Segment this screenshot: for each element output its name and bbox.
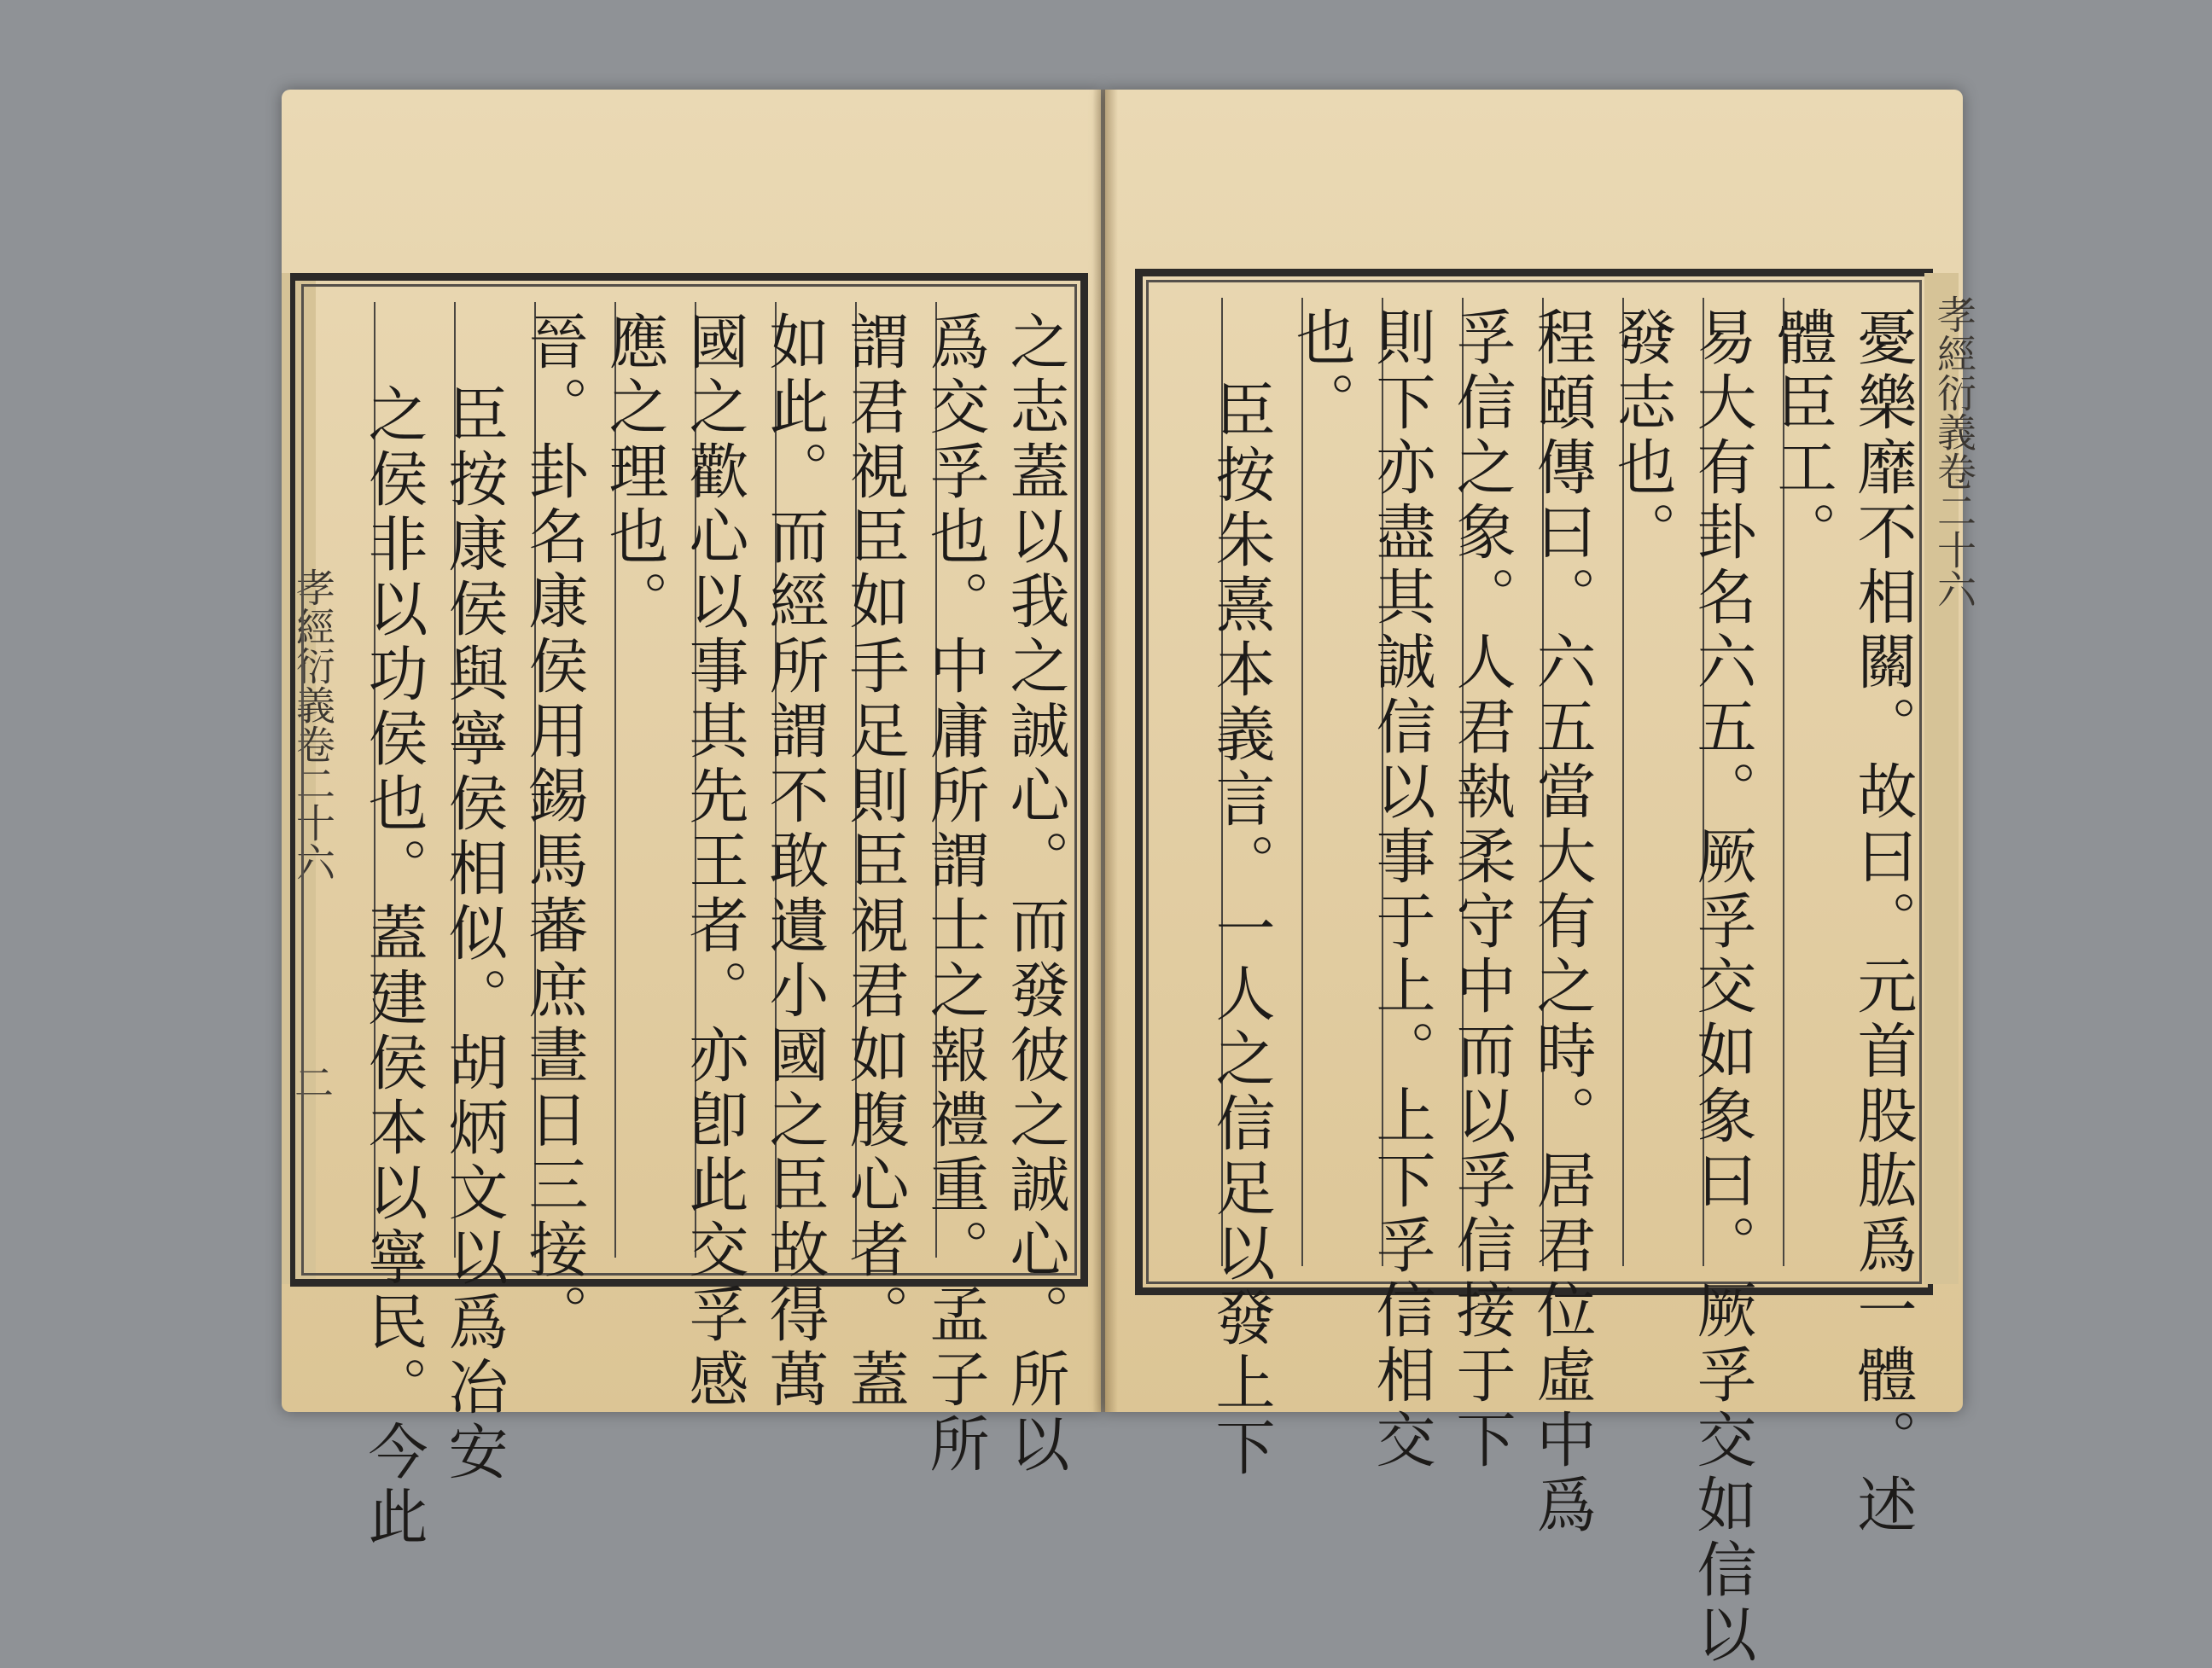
right-column-2: 體臣工。 <box>1767 306 1837 566</box>
left-text-columns <box>295 281 1080 1550</box>
right-fold-edge-title: 孝經衍義卷二十六 <box>1931 294 1977 608</box>
left-column-4: 如此。而經所謂不敢遺小國之臣故得萬 <box>760 311 830 1413</box>
left-fold-edge-title: 孝經衍義卷二十六 <box>290 567 336 881</box>
right-column-3: 易大有卦名六五。厥孚交如象曰。厥孚交如信以 <box>1687 306 1757 1668</box>
right-column-7: 則下亦盡其誠信以事于上。上下孚信相交 <box>1366 306 1436 1473</box>
left-column-1: 之志蓋以我之誠心。而發彼之誠心。所以 <box>1000 311 1070 1478</box>
left-column-9: 之侯非以功侯也。蓋建侯本以寧民。今此 <box>358 383 428 1550</box>
left-column-3: 謂君視臣如手足則臣視君如腹心者。蓋 <box>840 311 910 1413</box>
right-column-4: 發志也。 <box>1607 306 1677 566</box>
right-column-5: 程頤傳曰。六五當大有之時。居君位虛中爲 <box>1527 306 1597 1538</box>
left-column-7: 晉。卦名康侯用錫馬蕃庶晝日三接。 <box>519 311 589 1348</box>
left-folio-number: 二 <box>288 1062 335 1101</box>
left-column-2: 爲交孚也。中庸所謂士之報禮重。孟子所 <box>920 311 990 1478</box>
right-column-6: 孚信之象。人君執柔守中而以孚信接于下 <box>1447 306 1516 1473</box>
left-page-frame <box>290 273 1088 1550</box>
right-column-8: 也。 <box>1286 306 1356 436</box>
left-page <box>282 90 1101 1550</box>
right-column-9: 臣按朱熹本義言。一人之信足以發上下 <box>1206 379 1276 1481</box>
right-page-frame <box>1135 269 1933 1668</box>
book-gutter <box>1092 90 1118 1412</box>
left-column-8: 臣按康侯與寧侯相似。胡炳文以爲冶安 <box>439 383 509 1485</box>
right-text-columns <box>1143 276 1928 1668</box>
left-column-6: 應之理也。 <box>599 311 669 635</box>
right-column-1: 憂樂靡不相關。故曰。元首股肱爲一體。述 <box>1848 306 1918 1538</box>
right-page <box>1105 90 1977 1668</box>
open-book <box>282 90 1977 1668</box>
left-column-5: 國之歡心以事其先王者。亦卽此交孚感 <box>679 311 749 1413</box>
